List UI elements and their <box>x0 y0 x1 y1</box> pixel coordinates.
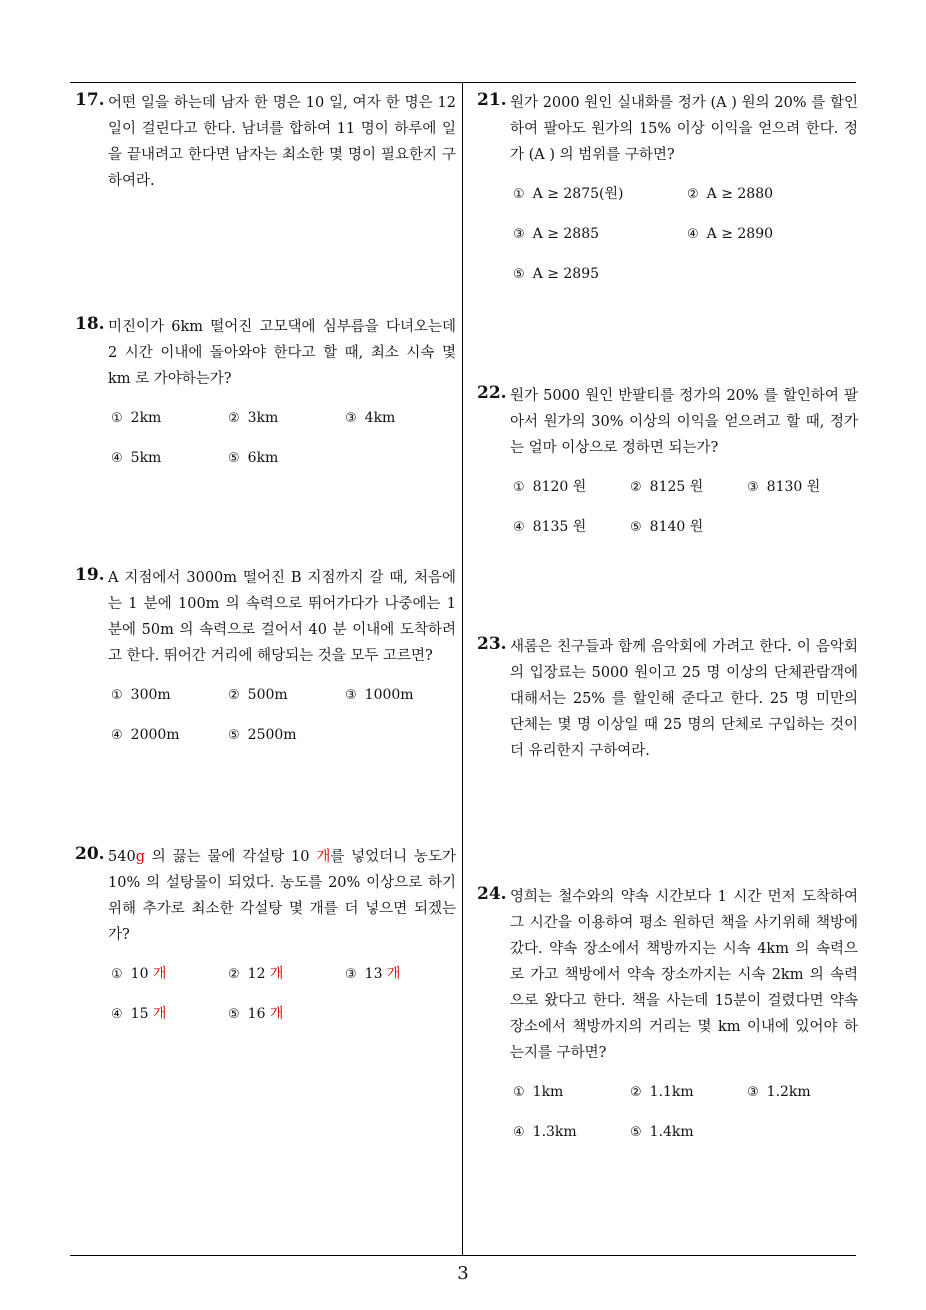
answer-option-2[interactable] <box>228 682 345 709</box>
option-text: A ≥ 2885 <box>532 226 600 242</box>
answer-option-5[interactable] <box>513 261 687 288</box>
question-24 <box>477 884 858 1146</box>
option-marker: ④ <box>513 520 525 535</box>
answer-option-1[interactable] <box>513 474 630 501</box>
option-text: 6km <box>247 450 279 466</box>
option-text: 1.4km <box>649 1124 694 1140</box>
option-marker: ③ <box>345 411 357 426</box>
question-text-part: 의 끓는 물에 각설탕 10 <box>144 849 310 865</box>
answer-options <box>513 181 858 288</box>
option-text: 2km <box>130 410 162 426</box>
option-marker: ④ <box>111 451 123 466</box>
option-text: 12 <box>247 966 270 982</box>
answer-option-3[interactable] <box>345 961 462 988</box>
option-text: 1.2km <box>766 1084 811 1100</box>
answer-option-5[interactable] <box>630 1119 747 1146</box>
option-marker: ④ <box>111 728 123 743</box>
question-text: 어떤 일을 하는데 남자 한 명은 10 일, 여자 한 명은 12 일이 걸린다고 한다. 남녀를 합하여 11 명이 하루에 일을 끝내려고 한다면 남자는 최소한 몇 명이 필요한지 구하여라. <box>108 95 456 189</box>
answer-options <box>111 961 456 1028</box>
option-marker: ④ <box>687 227 699 242</box>
option-text: 4km <box>364 410 396 426</box>
option-marker: ③ <box>345 967 357 982</box>
question-number: 22. <box>477 383 507 403</box>
option-text: 8140 원 <box>649 519 704 535</box>
option-text: A ≥ 2890 <box>706 226 774 242</box>
answer-option-3[interactable] <box>345 405 462 432</box>
option-text: 8125 원 <box>649 479 704 495</box>
answer-option-2[interactable] <box>630 1079 747 1106</box>
option-marker: ④ <box>111 1007 123 1022</box>
option-text: 1000m <box>364 687 414 703</box>
question-text: A 지점에서 3000m 떨어진 B 지점까지 갈 때, 처음에는 1 분에 100m 의 속력으로 뛰어가다가 나중에는 1 분에 50m 의 속력으로 걸어서 40 분 이내에 도착하려고 한다. 뛰어간 거리에 해당되는 것을 모두 고르면? <box>108 570 456 664</box>
option-marker: ② <box>228 967 240 982</box>
answer-option-2[interactable] <box>630 474 747 501</box>
option-marker: ⑤ <box>513 267 525 282</box>
option-text: 15 <box>130 1006 153 1022</box>
bottom-rule <box>70 1255 856 1256</box>
question-number: 19. <box>75 565 105 585</box>
question-text: 영희는 철수와의 약속 시간보다 1 시간 먼저 도착하여 그 시간을 이용하여 평소 원하던 책을 사기위해 책방에 갔다. 약속 장소에서 책방까지는 시속 4km 의 속력으로 가고 책방에서 약속 장소까지는 시속 2km 의 속력으로 왔다고 한다. 책을 사는데 15분이 걸렸다면 약속 장소에서 책방까지의 거리는 몇 km 이내에 있어야 하는지를 구하면? <box>510 889 858 1061</box>
option-text: 8130 원 <box>766 479 821 495</box>
option-text: 5km <box>130 450 162 466</box>
option-unit: 개 <box>269 966 284 982</box>
top-rule <box>70 82 856 83</box>
option-text: 16 <box>247 1006 270 1022</box>
option-marker: ⑤ <box>630 1125 642 1140</box>
answer-option-3[interactable] <box>513 221 687 248</box>
answer-options <box>513 474 858 541</box>
answer-option-4[interactable] <box>687 221 861 248</box>
option-marker: ② <box>630 480 642 495</box>
option-marker: ⑤ <box>228 1007 240 1022</box>
option-text: 500m <box>247 687 288 703</box>
option-text: 1.1km <box>649 1084 694 1100</box>
option-marker: ② <box>228 688 240 703</box>
answer-option-1[interactable] <box>111 405 228 432</box>
option-marker: ③ <box>513 227 525 242</box>
question-number: 24. <box>477 884 507 904</box>
answer-option-2[interactable] <box>228 405 345 432</box>
question-22 <box>477 383 858 541</box>
answer-option-3[interactable] <box>345 682 462 709</box>
question-text: 새롬은 친구들과 함께 음악회에 가려고 한다. 이 음악회의 입장료는 5000 원이고 25 명 이상의 단체관람객에 대해서는 25% 를 할인해 준다고 한다. 25 명 미만의 단체는 몇 명 이상일 때 25 명의 단체로 구입하는 것이 더 유리한지 구하여라. <box>510 639 858 759</box>
option-unit: 개 <box>152 966 167 982</box>
answer-option-5[interactable] <box>228 1001 345 1028</box>
option-text: 8135 원 <box>532 519 587 535</box>
option-marker: ③ <box>747 480 759 495</box>
question-text: 원가 2000 원인 실내화를 정가 (A ) 원의 20% 를 할인하여 팔아도 원가의 15% 이상 이익을 얻으려 한다. 정가 (A ) 의 범위를 구하면? <box>510 95 858 163</box>
option-marker: ⑤ <box>630 520 642 535</box>
unit-gram: g <box>135 849 145 865</box>
answer-options <box>513 1079 858 1146</box>
option-text: 10 <box>130 966 153 982</box>
option-marker: ① <box>111 688 123 703</box>
option-text: 300m <box>130 687 171 703</box>
page-number: 3 <box>457 1263 469 1284</box>
question-number: 21. <box>477 90 507 110</box>
option-marker: ② <box>630 1085 642 1100</box>
answer-option-2[interactable] <box>228 961 345 988</box>
answer-option-5[interactable] <box>228 445 345 472</box>
option-unit: 개 <box>269 1006 284 1022</box>
answer-option-5[interactable] <box>228 722 345 749</box>
question-17 <box>75 90 456 194</box>
option-unit: 개 <box>152 1006 167 1022</box>
option-unit: 개 <box>386 966 401 982</box>
answer-option-3[interactable] <box>747 474 864 501</box>
option-marker: ⑤ <box>228 728 240 743</box>
option-text: 1km <box>532 1084 564 1100</box>
question-text: 원가 5000 원인 반팔티를 정가의 20% 를 할인하여 팔아서 원가의 30% 이상의 이익을 얻으려고 할 때, 정가는 얼마 이상으로 정하면 되는가? <box>510 388 858 456</box>
option-text: A ≥ 2875(원) <box>532 186 624 202</box>
question-20 <box>75 844 456 1028</box>
option-marker: ① <box>513 480 525 495</box>
option-marker: ① <box>513 1085 525 1100</box>
option-marker: ④ <box>513 1125 525 1140</box>
question-23 <box>477 634 858 764</box>
column-divider <box>462 83 463 1255</box>
option-text: A ≥ 2895 <box>532 266 600 282</box>
answer-option-1[interactable] <box>513 181 687 208</box>
option-text: 8120 원 <box>532 479 587 495</box>
answer-option-4[interactable] <box>513 514 630 541</box>
answer-option-4[interactable] <box>513 1119 630 1146</box>
question-21 <box>477 90 858 288</box>
option-marker: ③ <box>345 688 357 703</box>
question-text-part: 를 넣었더니 농도가 10% 의 설탕물이 되었다. 농도를 20% 이상으로 하기 위해 추가로 최소한 각설탕 몇 개를 더 넣으면 되겠는가? <box>108 849 457 943</box>
question-text-part: 540 <box>108 849 136 865</box>
answer-option-1[interactable] <box>513 1079 630 1106</box>
option-text: 2000m <box>130 727 180 743</box>
question-text: 미진이가 6km 떨어진 고모댁에 심부름을 다녀오는데 2 시간 이내에 돌아와야 한다고 할 때, 최소 시속 몇 km 로 가야하는가? <box>108 319 456 387</box>
option-marker: ② <box>228 411 240 426</box>
answer-option-4[interactable] <box>111 445 228 472</box>
option-marker: ③ <box>747 1085 759 1100</box>
option-marker: ① <box>111 967 123 982</box>
option-text: 13 <box>364 966 387 982</box>
option-marker: ② <box>687 187 699 202</box>
answer-option-5[interactable] <box>630 514 747 541</box>
option-marker: ① <box>513 187 525 202</box>
answer-options <box>111 682 456 749</box>
option-text: 1.3km <box>532 1124 577 1140</box>
question-text <box>108 844 456 948</box>
option-marker: ⑤ <box>228 451 240 466</box>
answer-option-2[interactable] <box>687 181 861 208</box>
answer-option-4[interactable] <box>111 722 228 749</box>
question-19 <box>75 565 456 749</box>
question-number: 23. <box>477 634 507 654</box>
unit-gae: 개 <box>316 849 331 865</box>
answer-option-4[interactable] <box>111 1001 228 1028</box>
option-text: 3km <box>247 410 279 426</box>
answer-option-1[interactable] <box>111 682 228 709</box>
option-text: 2500m <box>247 727 297 743</box>
question-number: 17. <box>75 90 105 110</box>
option-marker: ① <box>111 411 123 426</box>
answer-option-1[interactable] <box>111 961 228 988</box>
question-18 <box>75 314 456 472</box>
option-text: A ≥ 2880 <box>706 186 774 202</box>
answer-option-3[interactable] <box>747 1079 864 1106</box>
question-number: 18. <box>75 314 105 334</box>
answer-options <box>111 405 456 472</box>
question-number: 20. <box>75 844 105 864</box>
